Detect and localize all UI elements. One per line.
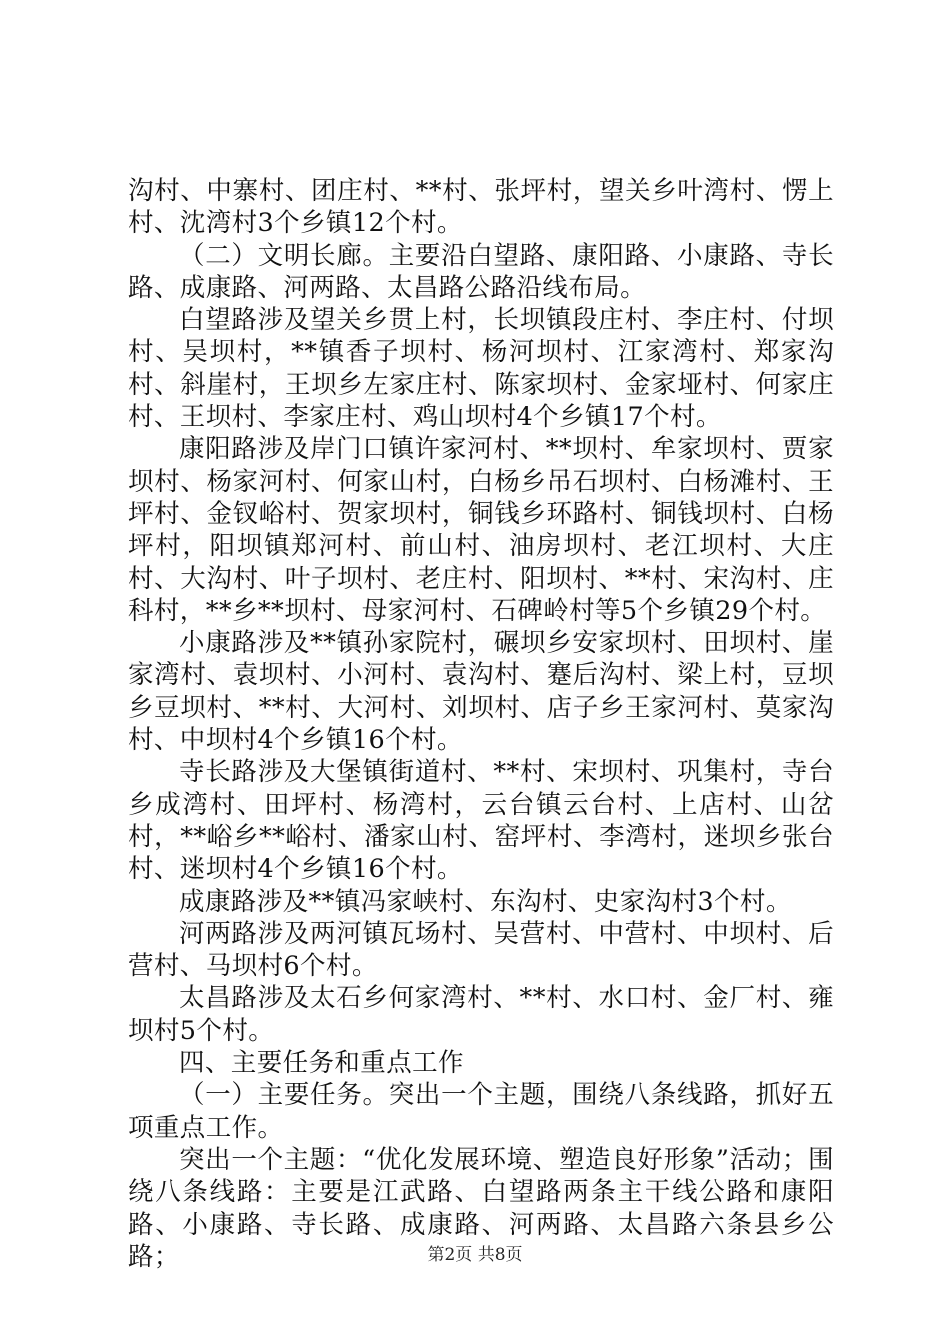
paragraph-main-tasks: （一）主要任务。突出一个主题，围绕八条线路，抓好五项重点工作。 <box>128 1080 834 1143</box>
paragraph-taichang-road: 太昌路涉及太石乡何家湾村、**村、水口村、金厂村、雍坝村5个村。 <box>128 983 834 1046</box>
paragraph-kangyang-road: 康阳路涉及岸门口镇许家河村、**坝村、牟家坝村、贾家坝村、杨家河村、何家山村，白杨乡吊石坝村、白杨滩村、王坪村、金钗峪村、贺家坝村，铜钱乡环路村、铜钱坝村、白杨坪村，阳坝镇郑河村、前山村、油房坝村、老江坝村、大庄村、大沟村、叶子坝村、老庄村、阳坝村、**村、宋沟村、庄科村，**乡**坝村、母家河村、石碑岭村等5个乡镇29个村。 <box>128 434 834 626</box>
page-number-footer: 第2页 共8页 <box>427 1245 523 1265</box>
paragraph-baiwang-road: 白望路涉及望关乡贯上村，长坝镇段庄村、李庄村、付坝村、吴坝村，**镇香子坝村、杨河坝村、江家湾村、郑家沟村、斜崖村，王坝乡左家庄村、陈家坝村、金家垭村、何家庄村、王坝村、李家庄村、鸡山坝村4个乡镇17个村。 <box>128 305 834 433</box>
paragraph-sichang-road: 寺长路涉及大堡镇街道村、**村、宋坝村、巩集村，寺台乡成湾村、田坪村、杨湾村，云台镇云台村、上店村、山岔村，**峪乡**峪村、潘家山村、窑坪村、李湾村，迷坝乡张台村、迷坝村4个乡镇16个村。 <box>128 757 834 885</box>
body-text <box>128 175 834 1273</box>
paragraph-xiaokang-road: 小康路涉及**镇孙家院村，碾坝乡安家坝村、田坝村、崖家湾村、袁坝村、小河村、袁沟村、蹇后沟村、梁上村，豆坝乡豆坝村、**村、大河村、刘坝村、店子乡王家河村、莫家沟村、中坝村4个乡镇16个村。 <box>128 628 834 756</box>
paragraph-theme-and-routes: 突出一个主题：“优化发展环境、塑造良好形象”活动；围绕八条线路：主要是江武路、白望路两条主干线公路和康阳路、小康路、寺长路、成康路、河两路、太昌路六条县乡公路； <box>128 1144 834 1272</box>
paragraph-civilized-corridor: （二）文明长廊。主要沿白望路、康阳路、小康路、寺长路、成康路、河两路、太昌路公路沿线布局。 <box>128 240 834 303</box>
paragraph-continuation: 沟村、中寨村、团庄村、**村、张坪村，望关乡叶湾村、愣上村、沈湾村3个乡镇12个村。 <box>128 176 834 239</box>
paragraph-heliang-road: 河两路涉及两河镇瓦场村、吴营村、中营村、中坝村、后营村、马坝村6个村。 <box>128 918 834 982</box>
paragraph-chengkang-road: 成康路涉及**镇冯家峡村、东沟村、史家沟村3个村。 <box>179 886 792 917</box>
section-heading-main-tasks: 四、主要任务和重点工作 <box>179 1048 464 1079</box>
